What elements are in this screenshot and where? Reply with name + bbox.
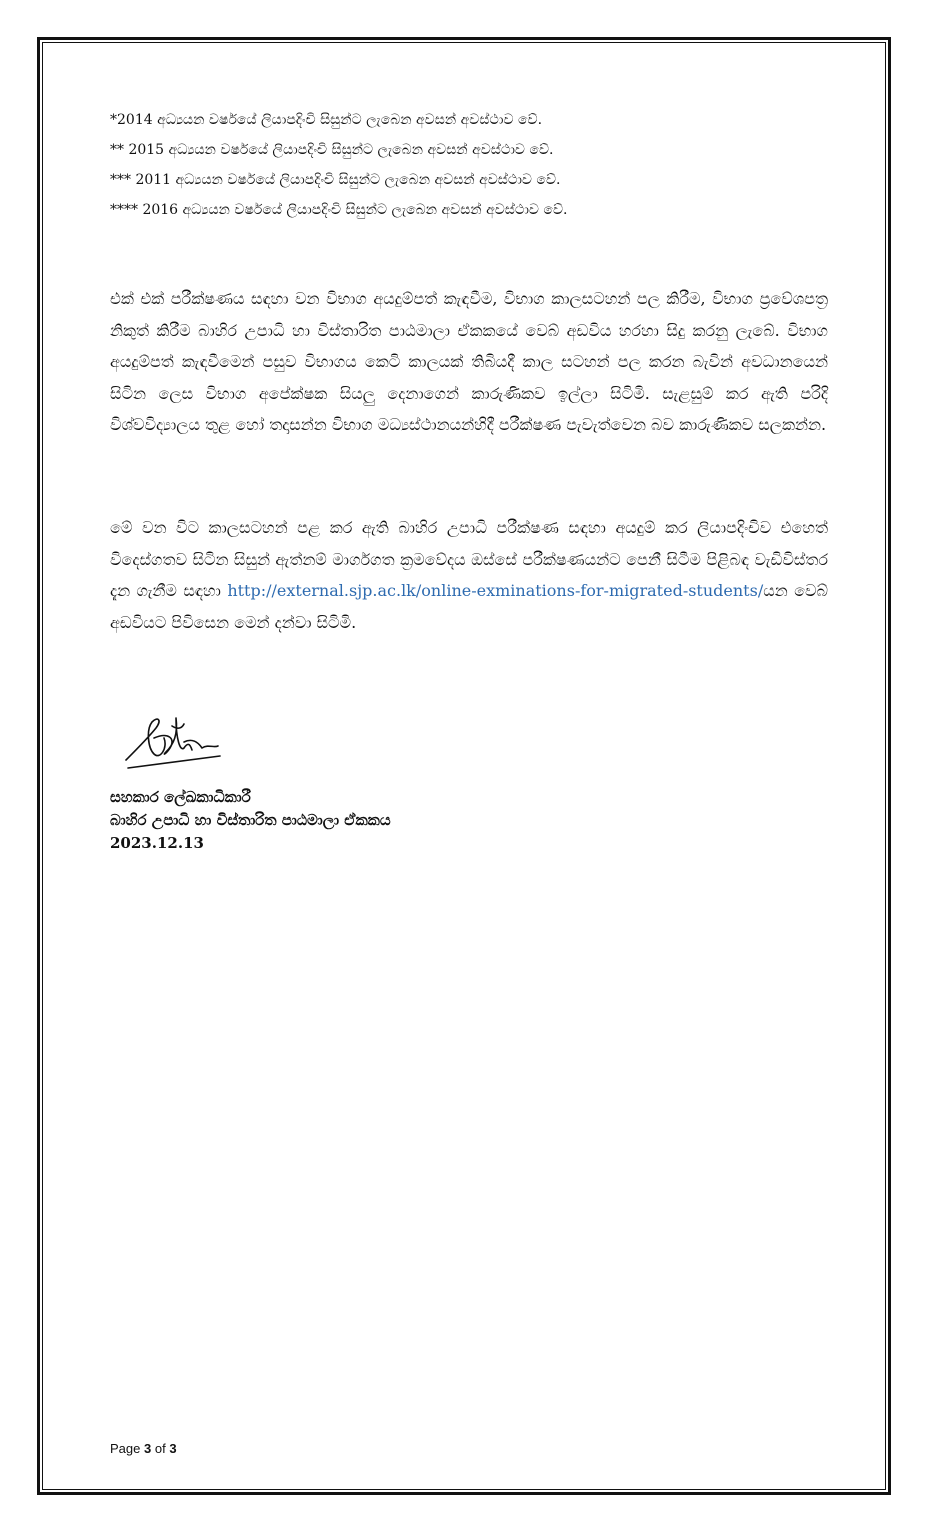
signature-image (118, 708, 228, 778)
signature-block (110, 786, 391, 855)
footnote-4: **** 2016 අධ්‍යයන වර්ෂයේ ලියාපදිංචි සිසුන්ට ලැබෙන අවසන් අවස්ථාව වේ. (110, 202, 568, 218)
letter-date: 2023.12.13 (110, 834, 204, 852)
paragraph-2-intro: මේ වන විට කාලසටහන් පළ කර ඇති බාහිර උපාධි පරීක්ෂණ සඳහා අයදුම් කර ලියාපදිංචිව එහෙත් විදෙස්ගතව සිටින සිසුන් ඇත්නම් මාර්ගගත ක්‍රමවේදය ඔස්සේ පරීක්ෂණයන්ට පෙනී සිටීම පිළිබඳ වැඩිවිස්තර දැන ගැනීම සඳහා (110, 518, 828, 600)
signatory-unit: බාහිර උපාධි හා විස්තාරිත පාඨමාලා ඒකකය (110, 811, 391, 829)
footnote-1: *2014 අධ්‍යයන වර්ෂයේ ලියාපදිංචි සිසුන්ට ලැබෙන අවසන් අවස්ථාව වේ. (110, 112, 543, 128)
paragraph-exam-notices: එක් එක් පරීක්ෂණය සඳහා වන විභාග අයදුම්පත් කැඳවීම, විභාග කාලසටහන් පල කිරීම, විභාග ප්‍රවේශපත්‍ර නිකුත් කිරීම බාහිර උපාධි හා විස්තාරිත පාඨමාලා ඒකකයේ වෙබ් අඩවිය හරහා සිදු කරනු ලැබේ. විභාග අයදුම්පත් කැඳවීමෙන් පසුව විභාගය කෙටි කාලයක් තිබියදී කාල සටහන් පල කරන බැවින් අවධානයෙන් සිටින ලෙස විභාග අපේක්ෂක සියලු දෙනාගෙන් කාරුණිකව ඉල්ලා සිටිමි. සැළසුම් කර ඇති පරිදි විශ්වවිද්‍යාලය තුළ හෝ තදාසන්න විභාග මධ්‍යස්ථානයන්හිදී පරීක්ෂණ පැවැත්වෙන බව කාරුණිකව සලකන්න. (110, 289, 828, 434)
footnote-3: *** 2011 අධ්‍යයන වර්ෂයේ ලියාපදිංචි සිසුන්ට ලැබෙන අවසන් අවස්ථාව වේ. (110, 172, 561, 188)
page-word: Page (110, 1441, 141, 1456)
online-exams-link[interactable]: http://external.sjp.ac.lk/online-exminations-for-migrated-students/ (227, 581, 764, 600)
of-word: of (154, 1441, 166, 1456)
footnote-2: ** 2015 අධ්‍යයන වර්ෂයේ ලියාපදිංචි සිසුන්ට ලැබෙන අවසන් අවස්ථාව වේ. (110, 142, 554, 158)
current-page: 3 (144, 1441, 152, 1456)
page-number (110, 1441, 177, 1456)
signatory-designation: සහකාර ලේඛකාධිකාරී (110, 788, 251, 806)
total-pages: 3 (169, 1441, 177, 1456)
paragraph-2-outro: යන වෙබ් අඩවියට පිවිසෙන මෙන් දන්වා සිටිමි. (110, 581, 828, 632)
footnotes (110, 110, 830, 230)
paragraph-migrated-students (110, 512, 828, 638)
